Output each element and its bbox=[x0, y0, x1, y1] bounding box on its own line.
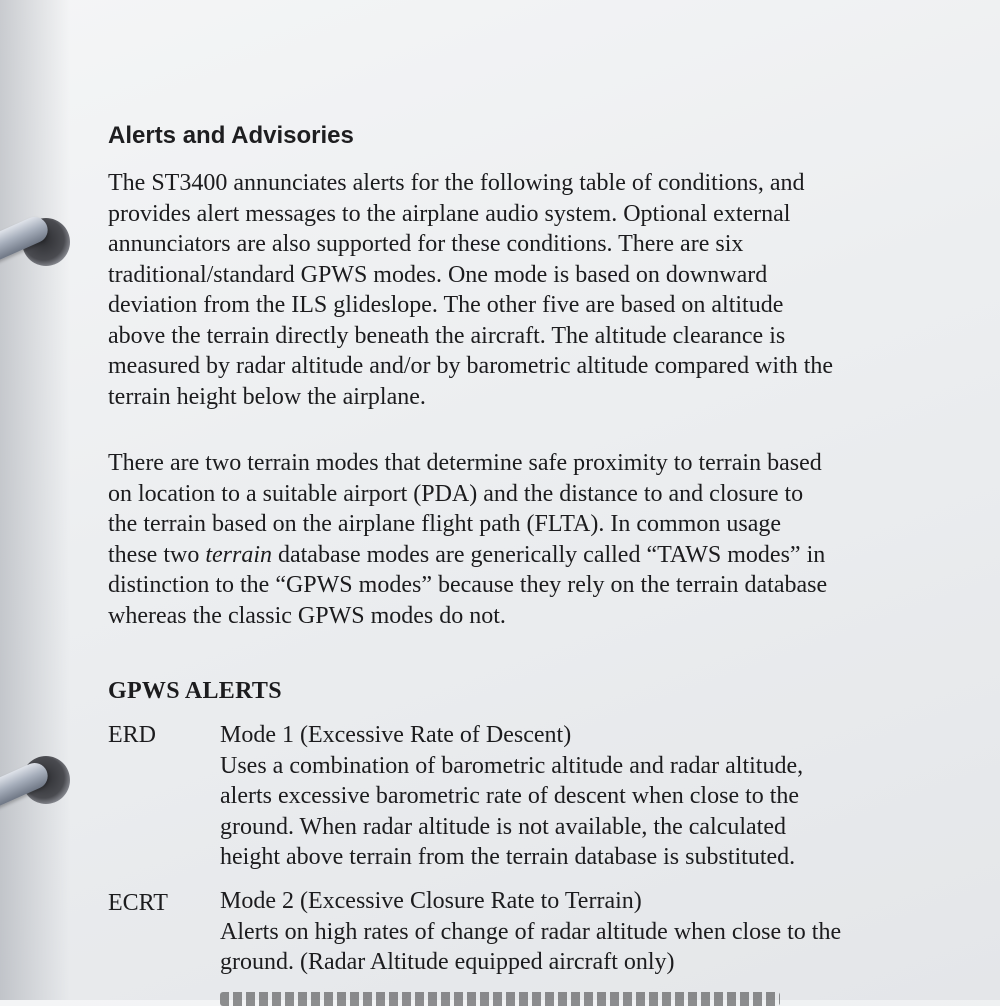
paragraph-line: whereas the classic GPWS modes do not. bbox=[108, 602, 506, 629]
paragraph-line-with-italic bbox=[108, 540, 827, 571]
paragraph-line: There are two terrain modes that determine safe proximity to terrain based bbox=[108, 450, 822, 476]
cut-off-text-line bbox=[220, 992, 780, 1006]
alert-abbreviation: ERD bbox=[108, 722, 156, 748]
paragraph-line: above the terrain directly beneath the aircraft. The altitude clearance is bbox=[108, 322, 786, 349]
paragraph-line: provides alert messages to the airplane audio system. Optional external bbox=[108, 200, 791, 227]
paragraph-line: distinction to the “GPWS modes” because they rely on the terrain database bbox=[108, 572, 828, 598]
alert-title: Mode 2 (Excessive Closure Rate to Terrain) bbox=[220, 888, 642, 914]
alert-line: ground. (Radar Altitude equipped aircraft only) bbox=[220, 949, 675, 975]
intro-paragraph bbox=[108, 168, 833, 412]
text-run: database modes are generically called “TAWS modes” in bbox=[271, 541, 826, 568]
paragraph-line: annunciators are also supported for these conditions. There are six bbox=[108, 231, 744, 257]
alert-abbreviation: ECRT bbox=[108, 890, 168, 916]
alert-description bbox=[220, 886, 841, 978]
alert-line: alerts excessive barometric rate of descent when close to the bbox=[220, 783, 800, 809]
paragraph-line: traditional/standard GPWS modes. One mode is based on downward bbox=[108, 261, 768, 288]
paragraph-line: terrain height below the airplane. bbox=[108, 383, 426, 410]
alert-description bbox=[220, 720, 803, 873]
alert-line: Uses a combination of barometric altitude and radar altitude, bbox=[220, 752, 804, 779]
alert-title: Mode 1 (Excessive Rate of Descent) bbox=[220, 722, 572, 748]
text-run: these two bbox=[108, 541, 206, 568]
paragraph-line: the terrain based on the airplane flight path (FLTA). In common usage bbox=[108, 511, 781, 537]
paragraph-line: The ST3400 annunciates alerts for the following table of conditions, and bbox=[108, 170, 805, 196]
italic-term: terrain bbox=[205, 541, 272, 568]
gpws-alerts-heading: GPWS ALERTS bbox=[108, 678, 282, 704]
page-binding-shadow bbox=[0, 0, 70, 1000]
terrain-modes-paragraph bbox=[108, 448, 827, 631]
paragraph-line: deviation from the ILS glideslope. The other five are based on altitude bbox=[108, 292, 784, 318]
section-heading: Alerts and Advisories bbox=[108, 122, 354, 149]
paragraph-line: measured by radar altitude and/or by barometric altitude compared with the bbox=[108, 353, 834, 379]
alert-line: Alerts on high rates of change of radar altitude when close to the bbox=[220, 918, 842, 945]
alert-line: ground. When radar altitude is not available, the calculated bbox=[220, 813, 787, 840]
paragraph-line: on location to a suitable airport (PDA) and the distance to and closure to bbox=[108, 480, 804, 507]
alert-line: height above terrain from the terrain database is substituted. bbox=[220, 844, 796, 870]
